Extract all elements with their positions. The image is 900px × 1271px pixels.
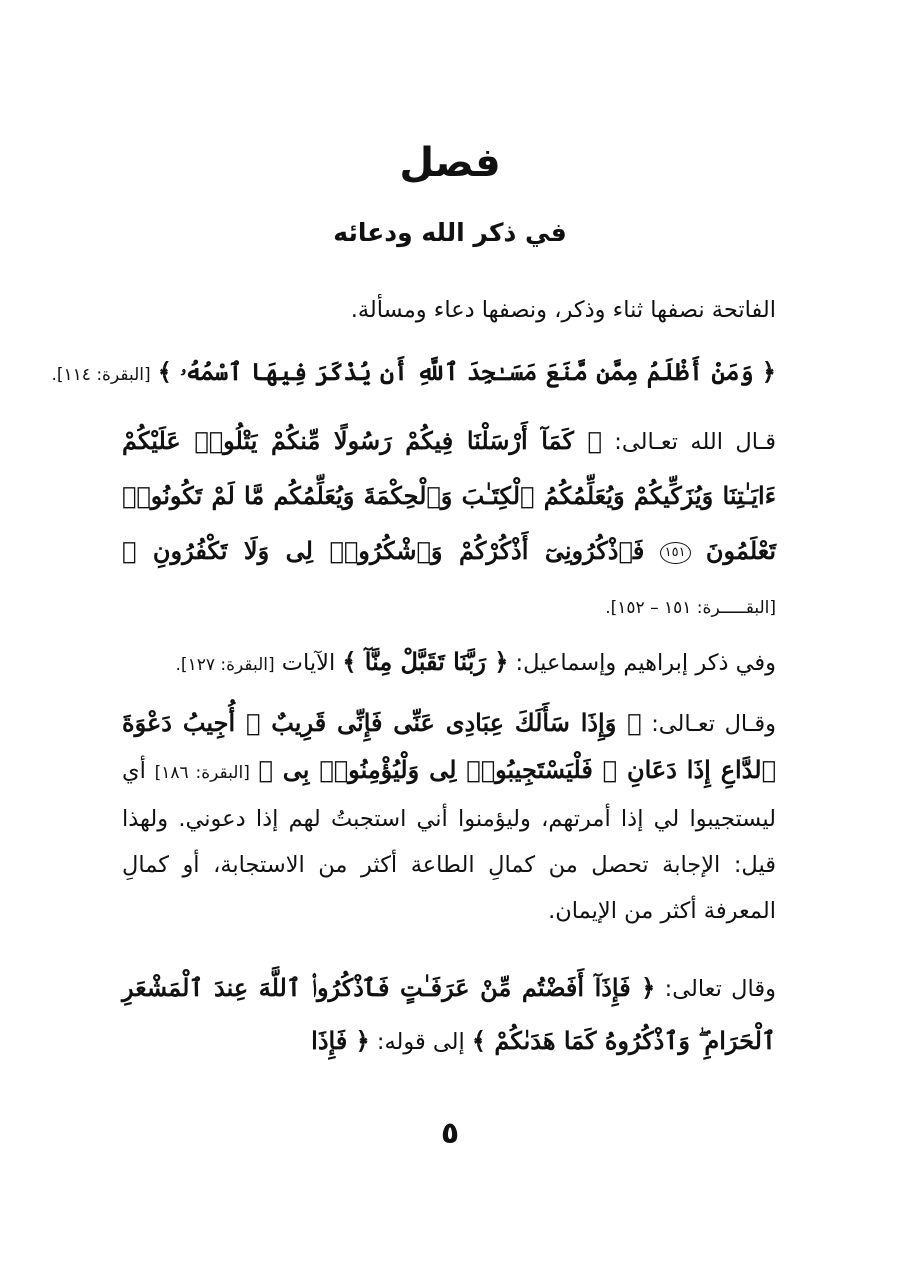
quran-verse: ﴿ فَإِذَآ أَفَضْتُم مِّنْ عَرَفَـٰتٍ فَٱذْكُرُوا۟ ٱللَّهَ عِندَ ٱلْمَشْعَرِ ٱلْحَرَامِ ۖ وَٱذْكُرُوهُ كَمَا هَدَىٰكُمْ ﴾ — [122, 973, 776, 1055]
quran-verse-continued: فَٱذْكُرُونِىٓ أَذْكُرْكُمْ وَٱشْكُرُوا۟ لِى وَلَا تَكْفُرُونِ ﴾ — [122, 536, 645, 565]
section-subtitle: في ذكر الله ودعائه — [333, 218, 567, 247]
verse-reference: [البقرة: ١٨٦] — [154, 763, 250, 783]
paragraph-mid: الآيات — [274, 650, 336, 676]
section-title: فصل — [399, 140, 501, 186]
verse-reference: [البقرة: ١١٤]. — [51, 365, 151, 385]
paragraph-mid: إلى قوله: — [369, 1029, 465, 1055]
quran-verse: ﴿ كَمَآ أَرْسَلْنَا فِيكُمْ رَسُولًا مِّنكُمْ يَتْلُوا۟ عَلَيْكُمْ ءَايَـٰتِنَا وَيُزَكِّيكُمْ وَيُعَلِّمُكُمُ ٱلْكِتَـٰبَ وَٱلْحِكْمَةَ وَيُعَلِّمُكُم مَّا لَمْ تَكُونُوا۟ تَعْلَمُونَ — [122, 426, 777, 565]
paragraph-intro: قـال الله تعـالى: — [601, 429, 776, 455]
page-number: ٥ — [440, 1116, 460, 1151]
paragraph-intro: وفي ذكر إبراهيم وإسماعيل: — [508, 650, 776, 676]
paragraph-dua-verse — [122, 700, 776, 934]
paragraph-dhikr-verse — [122, 414, 776, 635]
paragraph-ibrahim — [122, 642, 776, 685]
paragraph-text: أي ليستجيبوا لي إذا أمرتهم، وليؤمنوا أني استجبتُ لهم إذا دعوني. ولهذا قيل: الإجابة تحصل من كمالِ الطاعة أكثر من الاستجابة، أو كمالِ المعرفة أكثر من الإيمان. — [122, 758, 776, 924]
verse-reference: [البقـــــرة: ١٥١ – ١٥٢]. — [605, 598, 776, 618]
paragraph-intro: وقـال تعـالى: — [641, 711, 776, 737]
paragraph-intro: وقال تعالى: — [655, 976, 777, 1002]
ayah-number-marker: ١٥١ — [660, 542, 691, 564]
paragraph-fatiha — [122, 290, 776, 330]
quran-verse: ﴿ رَبَّنَا تَقَبَّلْ مِنَّآ ﴾ — [342, 647, 509, 676]
paragraph-arafat-verse — [122, 962, 776, 1068]
paragraph-masajid-verse — [51, 352, 776, 395]
quran-verse: ﴿ وَمَنْ أَظْلَمُ مِمَّن مَّنَعَ مَسَـٰجِدَ ٱللَّهِ أَن يُذْكَرَ فِيهَا ٱسْمُهُۥ ﴾ — [157, 357, 776, 386]
paragraph-text: الفاتحة نصفها ثناء وذكر، ونصفها دعاء ومسألة. — [350, 297, 776, 323]
verse-reference: [البقرة: ١٢٧]. — [175, 655, 275, 675]
quran-verse-continued: ﴿ فَإِذَا — [311, 1026, 370, 1055]
quran-verse: ﴿ وَإِذَا سَأَلَكَ عِبَادِى عَنِّى فَإِنِّى قَرِيبٌ ۖ أُجِيبُ دَعْوَةَ ٱلدَّاعِ إِذَا دَعَانِ ۖ فَلْيَسْتَجِيبُوا۟ لِى وَلْيُؤْمِنُوا۟ بِى ﴾ — [122, 708, 776, 784]
